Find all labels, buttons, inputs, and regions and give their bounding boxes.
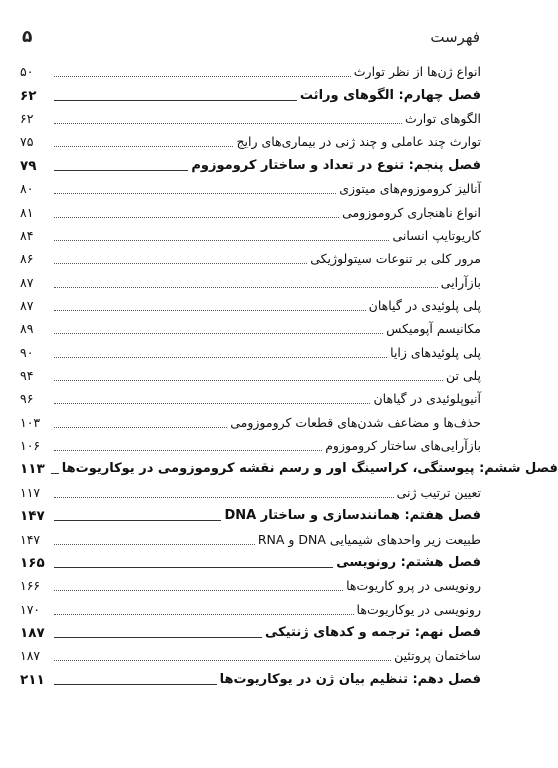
- dot-leader: [54, 239, 389, 241]
- page-number: ۱۸۷: [20, 624, 45, 641]
- table-of-contents: [20, 58, 558, 689]
- page-number: ۷۹: [20, 157, 37, 174]
- toc-chapter-row[interactable]: [20, 81, 481, 104]
- toc-entry-row[interactable]: [20, 642, 481, 665]
- dot-leader: [54, 99, 297, 101]
- toc-chapter-row[interactable]: [20, 502, 481, 525]
- dot-leader: [54, 519, 221, 521]
- header-page-number: ۵: [22, 27, 33, 47]
- toc-chapter-row[interactable]: [20, 665, 481, 688]
- entry-title: تعیین ترتیب ژنی: [396, 484, 481, 500]
- toc-entry-row[interactable]: [20, 315, 481, 338]
- entry-title: ساختمان پروتئین: [394, 648, 481, 664]
- page-number: ۸۷: [20, 274, 34, 290]
- chapter-title: فصل دهم: تنظیم بیان ژن در یوکاریوت‌ها: [219, 671, 481, 687]
- dot-leader: [54, 145, 233, 147]
- entry-title: پلی تن: [445, 368, 481, 384]
- dot-leader: [54, 683, 217, 685]
- entry-title: بازآرایی‌های ساختار کروموزوم: [325, 438, 481, 454]
- entry-title: رونویسی در یوکاریوت‌ها: [356, 601, 481, 617]
- page-number: ۲۱۱: [20, 671, 45, 688]
- dot-leader: [54, 75, 351, 77]
- page-number: ۱۱۷: [20, 484, 41, 500]
- chapter-title: فصل پنجم: تنوع در تعداد و ساختار کروموزوم: [191, 157, 481, 173]
- dot-leader: [54, 262, 307, 264]
- page-number: ۵۰: [20, 64, 34, 80]
- page-number: ۱۰۶: [20, 438, 41, 454]
- toc-entry-row[interactable]: [20, 222, 481, 245]
- toc-chapter-row[interactable]: [20, 151, 481, 174]
- toc-entry-row[interactable]: [20, 408, 481, 431]
- entry-title: انواع ژن‌ها از نظر توارث: [353, 64, 481, 80]
- toc-chapter-row[interactable]: [20, 619, 481, 642]
- dot-leader: [54, 356, 387, 358]
- page-number: ۸۷: [20, 297, 34, 313]
- chapter-title: فصل هشتم: رونویسی: [336, 554, 481, 570]
- page-number: ۸۹: [20, 321, 34, 337]
- toc-entry-row[interactable]: [20, 198, 481, 221]
- toc-entry-row[interactable]: [20, 268, 481, 291]
- chapter-title: فصل نهم: ترجمه و کدهای ژنتیکی: [265, 624, 481, 640]
- page-number: ۸۶: [20, 251, 34, 267]
- toc-entry-row[interactable]: [20, 362, 481, 385]
- page-number: ۸۴: [20, 227, 34, 243]
- entry-title: بازآرایی: [440, 274, 481, 290]
- dot-leader: [51, 472, 59, 474]
- entry-title: حذف‌ها و مضاعف شدن‌های قطعات کروموزومی: [230, 414, 481, 430]
- page-number: ۱۷۰: [20, 601, 41, 617]
- dot-leader: [54, 309, 366, 311]
- entry-title: آنالیز کروموزوم‌های میتوزی: [339, 181, 481, 197]
- toc-entry-row[interactable]: [20, 128, 481, 151]
- dot-leader: [54, 216, 339, 218]
- page-number: ۶۲: [20, 87, 37, 104]
- page-number: ۶۲: [20, 111, 34, 127]
- dot-leader: [54, 659, 391, 661]
- page-number: ۱۸۷: [20, 648, 41, 664]
- dot-leader: [54, 379, 443, 381]
- entry-title: پلی پلوئیدی در گیاهان: [368, 297, 481, 313]
- page-number: ۹۶: [20, 391, 34, 407]
- page-number: ۱۴۷: [20, 508, 45, 525]
- page-number: ۱۶۵: [20, 554, 45, 571]
- dot-leader: [54, 402, 370, 404]
- dot-leader: [54, 589, 343, 591]
- toc-entry-row[interactable]: [20, 245, 481, 268]
- dot-leader: [54, 332, 383, 334]
- entry-title: آنیوپلوئیدی در گیاهان: [373, 391, 481, 407]
- dot-leader: [54, 192, 336, 194]
- dot-leader: [54, 122, 402, 124]
- page-header: [22, 26, 480, 48]
- dot-leader: [54, 449, 322, 451]
- toc-entry-row[interactable]: [20, 385, 481, 408]
- toc-entry-row[interactable]: [20, 525, 481, 548]
- toc-entry-row[interactable]: [20, 105, 481, 128]
- entry-title: مرور کلی بر تنوعات سیتولوژیکی: [310, 251, 481, 267]
- page-number: ۸۱: [20, 204, 34, 220]
- header-title: فهرست: [430, 28, 480, 46]
- dot-leader: [54, 543, 255, 545]
- entry-title: طبیعت زیر واحدهای شیمیایی DNA و RNA: [257, 531, 481, 547]
- chapter-title: فصل هفتم: همانندسازی و ساختار DNA: [224, 508, 481, 524]
- toc-entry-row[interactable]: [20, 338, 481, 361]
- dot-leader: [54, 636, 262, 638]
- toc-entry-row[interactable]: [20, 292, 481, 315]
- entry-title: رونویسی در پرو کاریوت‌ها: [346, 578, 481, 594]
- entry-title: انواع ناهنجاری کروموزومی: [342, 204, 481, 220]
- entry-title: الگوهای توارث: [404, 111, 481, 127]
- toc-entry-row[interactable]: [20, 572, 481, 595]
- page-number: ۱۴۷: [20, 531, 41, 547]
- page-number: ۱۱۳: [20, 461, 45, 478]
- dot-leader: [54, 169, 188, 171]
- dot-leader: [54, 566, 333, 568]
- toc-entry-row[interactable]: [20, 175, 481, 198]
- dot-leader: [54, 613, 354, 615]
- entry-title: پلی پلوئیدهای زایا: [390, 344, 481, 360]
- page-number: ۱۶۶: [20, 578, 41, 594]
- page-number: ۹۰: [20, 344, 34, 360]
- toc-entry-row[interactable]: [20, 58, 481, 81]
- toc-entry-row[interactable]: [20, 478, 481, 501]
- page-number: ۸۰: [20, 181, 34, 197]
- dot-leader: [54, 286, 438, 288]
- chapter-title: فصل ششم: پیوستگی، کراسینگ اور و رسم نقشه کروموزومی در یوکاریوت‌ها: [61, 461, 558, 477]
- toc-chapter-row[interactable]: [20, 549, 481, 572]
- dot-leader: [54, 426, 227, 428]
- entry-title: کاریوتایپ انسانی: [392, 227, 481, 243]
- page-number: ۷۵: [20, 134, 34, 150]
- toc-entry-row[interactable]: [20, 432, 481, 455]
- page-number: ۹۴: [20, 368, 34, 384]
- page-number: ۱۰۳: [20, 414, 41, 430]
- toc-entry-row[interactable]: [20, 595, 481, 618]
- toc-chapter-row[interactable]: [20, 455, 558, 478]
- chapter-title: فصل چهارم: الگوهای وراثت: [299, 87, 481, 103]
- entry-title: توارث چند عاملی و چند ژنی در بیماری‌های رایج: [236, 134, 481, 150]
- dot-leader: [54, 496, 394, 498]
- entry-title: مکانیسم آپومیکس: [386, 321, 481, 337]
